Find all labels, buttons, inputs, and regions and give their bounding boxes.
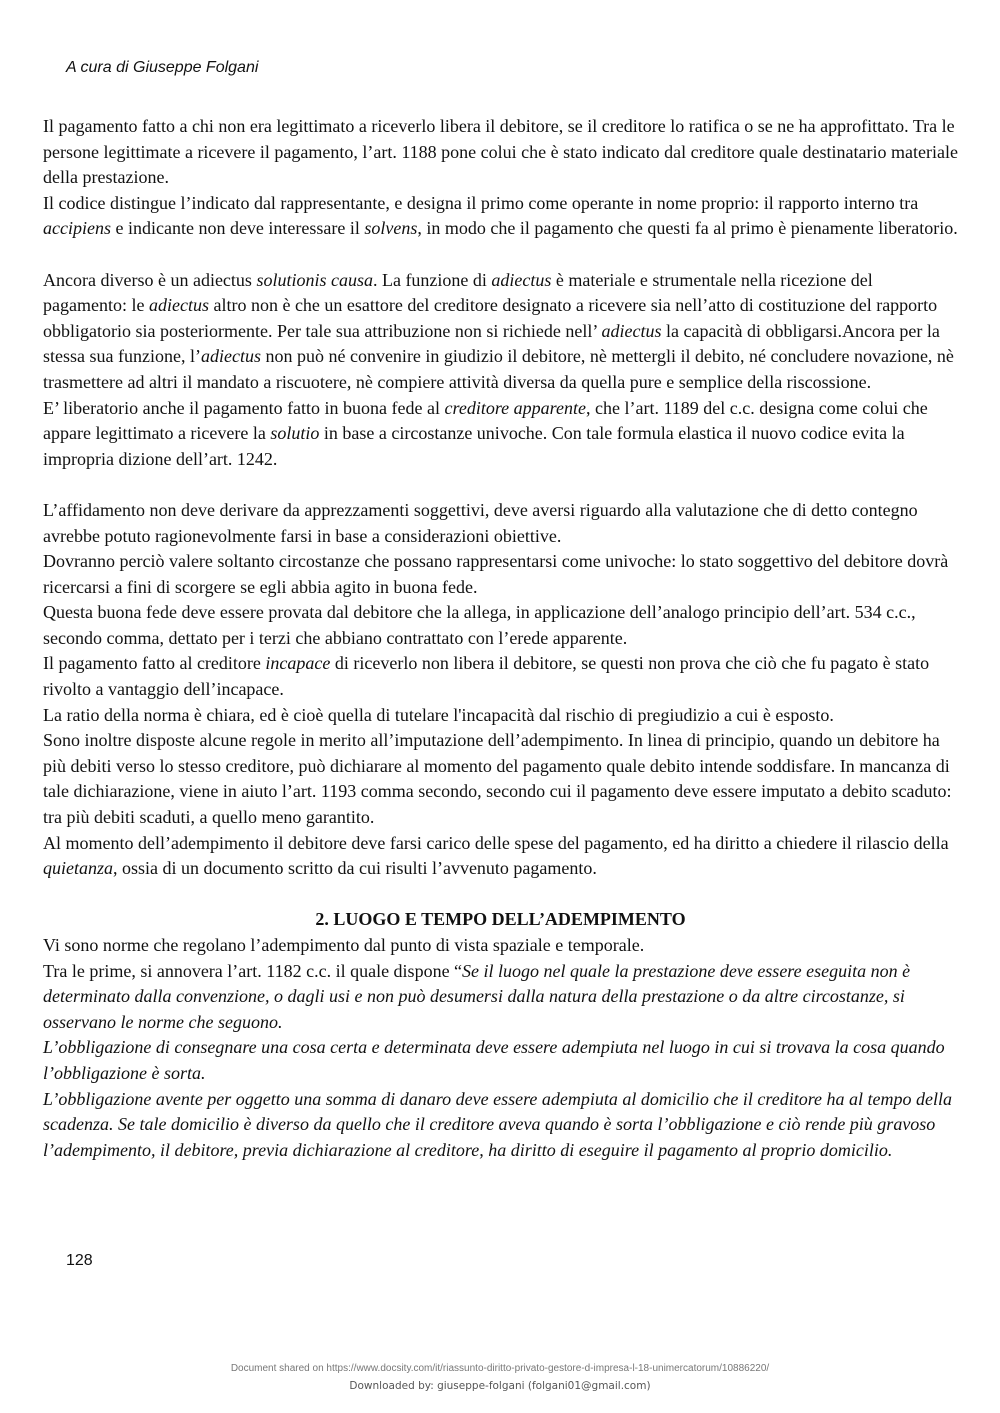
text-run: L’affidamento non deve derivare da apprezzamenti soggettivi, deve aversi riguardo alla valutazione che di detto contegno avrebbe potuto ragionevolmente farsi in base a considerazioni obiettive. [43, 499, 918, 546]
italic-text-run: solvens [364, 218, 418, 239]
text-run: Il pagamento fatto al creditore [43, 653, 266, 674]
text-run: , ossia di un documento scritto da cui risulti l’avvenuto pagamento. [113, 858, 597, 879]
text-run: Il codice distingue l’indicato dal rappresentante, e designa il primo come operante in nome proprio: il rapporto interno tra [43, 192, 919, 213]
paragraph [43, 396, 958, 473]
paragraph [43, 651, 958, 702]
paragraph [43, 268, 958, 396]
text-run: la capacità di obbligarsi.Ancora per la stessa sua funzione, l’ [43, 320, 940, 367]
paragraph [43, 549, 958, 600]
paragraph [43, 933, 958, 959]
paragraph [43, 1087, 958, 1164]
paragraph [43, 191, 958, 242]
text-run: La ratio della norma è chiara, ed è cioè quella di tutelare l'incapacità dal rischio di pregiudizio a cui è esposto. [43, 704, 834, 725]
paragraph [43, 114, 958, 191]
footer-shared-line: Document shared on https://www.docsity.com/it/riassunto-diritto-privato-gestore-d-impresa-l-18-unimercatorum/10886220/ [230, 1363, 770, 1374]
text-run: Dovranno perciò valere soltanto circostanze che possano rappresentarsi come univoche: lo stato soggettivo del debitore dovrà ricercarsi a fini di scorgere se egli abbia agito in buona fede. [43, 551, 949, 597]
italic-text-run: solutio [270, 423, 320, 444]
italic-text-run: Se il luogo nel quale la prestazione deve essere eseguita non è determinato dalla convenzione, o dagli usi e non può desumersi dalla natura della prestazione o da altre circostanze, si osservano le norme che seguono. [43, 960, 911, 1032]
italic-text-run: adiectus [491, 269, 552, 290]
italic-text-run: solutionis causa [256, 269, 373, 290]
italic-text-run: quietanza [43, 858, 113, 879]
italic-text-run: adiectus [601, 320, 662, 341]
paragraph-gap [43, 242, 958, 268]
text-run: altro non è che un esattore del creditore designato a ricevere sia nell’atto di costituzione del rapporto obbligatorio sia posteriormente. Per tale sua attribuzione non si richiede nell’ [43, 295, 938, 341]
text-run: e indicante non deve interessare il [110, 218, 365, 239]
paragraph [43, 728, 958, 830]
italic-text-run: adiectus [200, 346, 261, 367]
italic-text-run: L’obbligazione di consegnare una cosa certa e determinata deve essere adempiuta nel luogo in cui si trovava la cosa quando l’obbligazione è sorta. [43, 1037, 945, 1083]
text-run: di riceverlo non libera il debitore, se questi non prova che ciò che fu pagato è stato rivolto a vantaggio dell’incapace. [43, 653, 930, 700]
text-run: , che l’art. 1189 del c.c. designa come colui che appare legittimato a ricevere la [43, 397, 928, 444]
paragraph [43, 1035, 958, 1086]
paragraph [43, 600, 958, 651]
paragraph-gap [43, 472, 958, 498]
italic-text-run: adiectus [148, 295, 209, 316]
italic-text-run: creditore apparente [444, 397, 586, 418]
italic-text-run: L’obbligazione avente per oggetto una somma di danaro deve essere adempiuta al domicilio che il creditore ha al tempo della scadenza. Se tale domicilio è diverso da quello che il creditore aveva quando è sorta l’obbligazione e ciò rende più gravoso l’adempimento, il debitore, previa dichiarazione al creditore, ha diritto di eseguire il pagamento al proprio domicilio. [43, 1088, 952, 1160]
page-number: 128 [66, 1252, 93, 1269]
text-run: , in modo che il pagamento che questi fa al primo è pienamente liberatorio. [417, 218, 958, 239]
paragraph [43, 703, 958, 729]
paragraph [43, 831, 958, 882]
page-header: A cura di Giuseppe Folgani [66, 59, 259, 76]
text-run: è materiale e strumentale nella ricezione del pagamento: le [43, 269, 873, 316]
text-run: Tra le prime, si annovera l’art. 1182 c.c. il quale dispone “ [43, 960, 463, 981]
text-run: Al momento dell’adempimento il debitore deve farsi carico delle spese del pagamento, ed ha diritto a chiedere il rilascio della [43, 832, 949, 853]
paragraph [43, 959, 958, 1036]
text-run: E’ liberatorio anche il pagamento fatto in buona fede al [43, 397, 445, 418]
document-body [43, 114, 958, 1163]
section-heading: 2. LUOGO E TEMPO DELL’ADEMPIMENTO [315, 909, 686, 930]
text-run: in base a circostanze univoche. Con tale formula elastica il nuovo codice evita la impropria dizione dell’art. 1242. [43, 423, 905, 469]
text-run: Vi sono norme che regolano l’adempimento dal punto di vista spaziale e temporale. [43, 935, 645, 955]
text-run: Questa buona fede deve essere provata dal debitore che la allega, in applicazione dell’analogo principio dell’art. 534 c.c., secondo comma, dettato per i terzi che abbiano contrattato con l’erede apparente. [43, 602, 916, 648]
paragraph-gap [43, 882, 958, 908]
text-run: Ancora diverso è un adiectus [43, 269, 257, 290]
text-run: . La funzione di [372, 269, 492, 290]
paragraph [43, 498, 958, 549]
footer-downloaded-line: Downloaded by: giuseppe-folgani (folgani01@gmail.com) [349, 1380, 651, 1392]
text-run: non può né convenire in giudizio il debitore, nè mettergli il debito, né concludere novazione, nè trasmettere ad altri il mandato a riscuotere, nè compiere attività diversa da quella pure e semplice della riscossione. [43, 346, 954, 392]
italic-text-run: accipiens [43, 218, 111, 239]
text-run: Sono inoltre disposte alcune regole in merito all’imputazione dell’adempimento. In linea di principio, quando un debitore ha più debiti verso lo stesso creditore, può dichiarare al momento del pagamento quale debito intende soddisfare. In mancanza di tale dichiarazione, viene in aiuto l’art. 1193 comma secondo, secondo cui il pagamento deve essere imputato a debito scaduto: tra più debiti scaduti, a quello meno garantito. [43, 730, 952, 828]
text-run: Il pagamento fatto a chi non era legittimato a riceverlo libera il debitore, se il creditore lo ratifica o se ne ha approfittato. Tra le persone legittimate a ricevere il pagamento, l’art. 1188 pone colui che è stato indicato dal creditore quale destinatario materiale della prestazione. [43, 116, 958, 188]
italic-text-run: incapace [265, 653, 331, 674]
